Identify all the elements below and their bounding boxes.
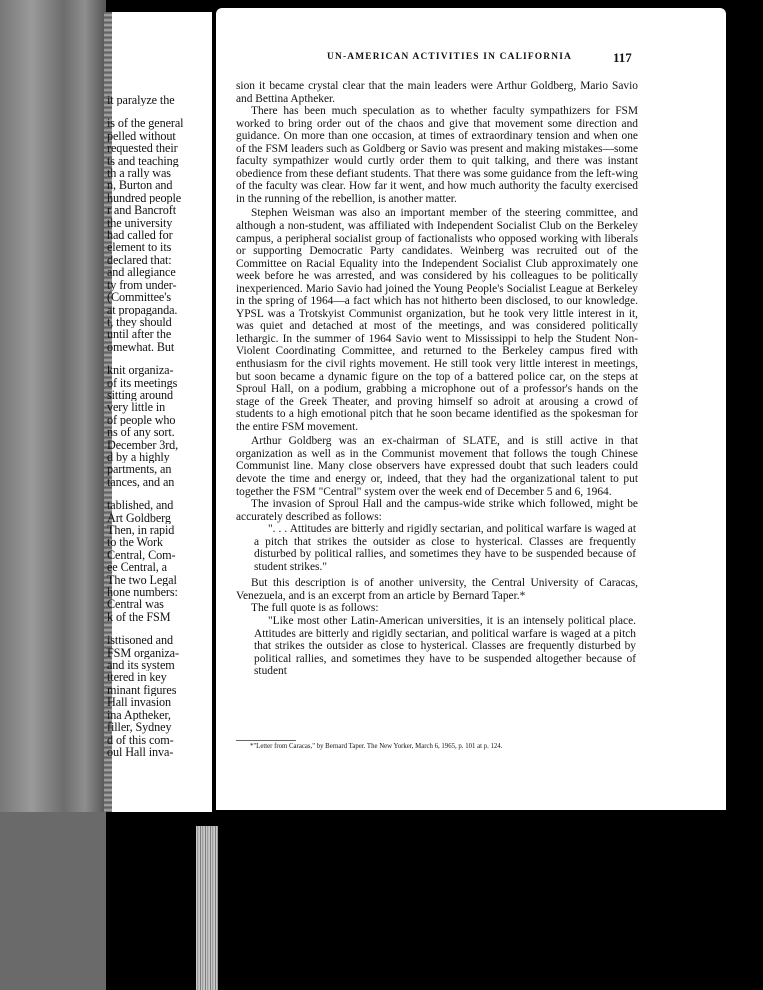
left-page-line: pelled without	[107, 129, 176, 143]
left-page-line: the university	[107, 216, 173, 230]
left-page-line: ns of any sort.	[107, 426, 175, 439]
left-page-line: at propaganda.	[107, 303, 178, 316]
left-page-line: ty from under-	[107, 278, 177, 292]
paragraph-3: Stephen Weisman was also an important member of the steering committee, and although a non-student, was affiliated with Independent Socialist Club on the Berkeley campus, a peripheral socialist group of factionalists who opposed working with liberals or supporting Democratic Party candidates. Weinberg was recruited out of the Committee on Racial Equality into the Independent Socialist Club approximately one week before he was arrested, and was considered by his colleagues to be politically inexperienced. Mario Savio had joined the Young People's Socialist League at Berkeley in the spring of 1964—a fact which has not hitherto been disclosed, to our knowledge. YPSL was a Trotskyist Communist organization, but he took very little interest in it, was quiet and detached at most of the meetings, and was considered politically lethargic. In the summer of 1964 Savio went to Mississippi to help the Student Non-Violent Coordinating Committee, and returned to the Berkeley campus fired with enthusiasm for the civil rights movement. He still took very little interest in meetings, but soon became a dynamic figure on the top of a battered police car, on the steps at Sproul Hall, on a podium, grabbing a microphone out of a professor's hands on the stage of the Greek Theater, and proving himself so adroit at arousing a crowd of students to a high emotional pitch that he soon became identified as the spokesman for the entire FSM movement.	[236, 207, 638, 433]
left-page-line: until after the	[107, 328, 172, 341]
left-page-line: to the Work	[107, 536, 163, 549]
left-page-line: th a rally was	[107, 167, 171, 180]
paragraph-1: sion it became crystal clear that the main leaders were Arthur Goldberg, Mario Savio and Bettina Aptheker.	[236, 80, 638, 105]
left-facing-page	[104, 12, 214, 812]
body-text	[236, 80, 638, 682]
left-page-line: and its system	[107, 659, 175, 672]
left-page-line: Then, in rapid	[107, 524, 175, 537]
left-page-line: hundred people	[107, 191, 182, 205]
left-page-line: tablished, and	[107, 499, 174, 512]
footnote: *"Letter from Caracas," by Bernard Taper. The New Yorker, March 6, 1965, p. 101 at p. 124.	[250, 743, 503, 750]
left-lines-c	[107, 364, 211, 488]
left-page-line: t, they should	[107, 315, 172, 329]
left-page-line: December 3rd,	[107, 438, 179, 451]
left-page-line: d by a highly	[107, 450, 170, 464]
main-page	[216, 8, 726, 810]
left-page-line: omewhat. But	[107, 340, 175, 354]
left-page-line: d of this com-	[107, 733, 174, 746]
left-page-line: it paralyze the	[107, 94, 175, 107]
left-page-line: very little in	[107, 401, 166, 414]
left-page-line: element to its	[107, 241, 172, 254]
left-page-line: ttered in key	[107, 671, 167, 684]
paragraph-2: There has been much speculation as to whether faculty sympathizers for FSM worked to bring order out of the chaos and give that movement some direction and guidance. On more than one occasion, at times of extraordinary tension and when one of the FSM leaders such as Goldberg or Savio was present and making mistakes—some faculty sympathizer would curtly order them to quit talking, and there was instant obedience from these defiant students. That there was some guidance from the left-wing of the faculty was clear. How far it went, and how much authority the faculty exercised in the running of the rebellion, is another matter.	[236, 105, 638, 205]
scanner-edge-bottom	[0, 812, 106, 990]
left-lines-b	[107, 117, 211, 353]
page-number: 117	[613, 50, 632, 65]
left-page-line: of its meetings	[107, 376, 178, 389]
left-page-line: k of the FSM	[107, 610, 171, 624]
left-page-line: Central was	[107, 598, 164, 611]
paragraph-7: The full quote is as follows:	[251, 602, 379, 615]
left-page-line: knit organiza-	[107, 364, 174, 377]
left-page-line: Central, Com-	[107, 548, 176, 562]
left-page-line: had called for	[107, 229, 173, 242]
left-page-line: ee Central, a	[107, 561, 167, 574]
left-page-line: filler, Sydney	[107, 721, 172, 734]
left-page-line: is of the general	[107, 117, 184, 130]
left-page-line: FSM organiza-	[107, 646, 179, 660]
left-lines-a	[107, 94, 211, 106]
left-page-line: Art Goldberg	[107, 511, 171, 524]
left-page-line: minant figures	[107, 683, 177, 697]
left-page-line: of people who	[107, 413, 176, 427]
left-page-line: The two Legal	[107, 573, 177, 587]
left-page-line: r and Bancroft	[107, 204, 176, 217]
quote-2: "Like most other Latin-American universities, it is an intensely political place. Attitudes are bitterly and rigidly sectarian, and political warfare is waged at a pitch that strikes the outsider as close to hysterical. Classes are frequently disturbed by political rallies, and sometimes they have to be suspended altogether because of student	[254, 614, 636, 678]
left-page-line: partments, an	[107, 463, 172, 476]
left-page-line: hone numbers:	[107, 586, 178, 599]
left-page-line: declared that:	[107, 253, 172, 267]
left-page-line: ina Aptheker,	[107, 708, 171, 722]
left-page-line: ts and teaching	[107, 154, 179, 168]
left-page-line: (Committee's	[107, 291, 171, 304]
paragraph-5: The invasion of Sproul Hall and the campus-wide strike which followed, might be accurately described as follows:	[236, 498, 638, 523]
left-page-line: requested their	[107, 142, 178, 155]
paragraph-4: Arthur Goldberg was an ex-chairman of SLATE, and is still active in that organization as well as in the Communist movement that follows the tough Chinese Communist line. Many close observers have expressed doubt that such leaders could devote the time and energy or, indeed, that they had the organizational talent to put together the FSM "Central" system over the week end of December 5 and 6, 1964.	[236, 435, 638, 498]
left-page-line: isttisoned and	[107, 634, 173, 647]
quote-1: ". . . Attitudes are bitterly and rigidly sectarian, and political warfare is waged at a pitch that strikes the outsider as close to hysterical. Classes are frequently disturbed by political rallies, and sometimes they have to be suspended because of student strikes."	[254, 523, 636, 573]
left-page-line: oul Hall inva-	[107, 745, 174, 759]
left-lines-d	[107, 499, 211, 623]
binding-strip	[196, 826, 218, 990]
left-page-line: sitting around	[107, 388, 173, 402]
left-page-line: Hall invasion	[107, 696, 172, 709]
left-page-line: and allegiance	[107, 266, 176, 279]
paragraph-6: But this description is of another university, the Central University of Caracas, Venezuela, and is an excerpt from an article by Bernard Taper.*	[236, 577, 638, 602]
left-page-line: n, Burton and	[107, 179, 173, 192]
left-page-text	[107, 94, 211, 758]
footnote-rule	[236, 740, 296, 741]
left-page-line: tances, and an	[107, 475, 175, 489]
running-header: UN-AMERICAN ACTIVITIES IN CALIFORNIA	[327, 52, 573, 62]
left-lines-e	[107, 634, 211, 758]
